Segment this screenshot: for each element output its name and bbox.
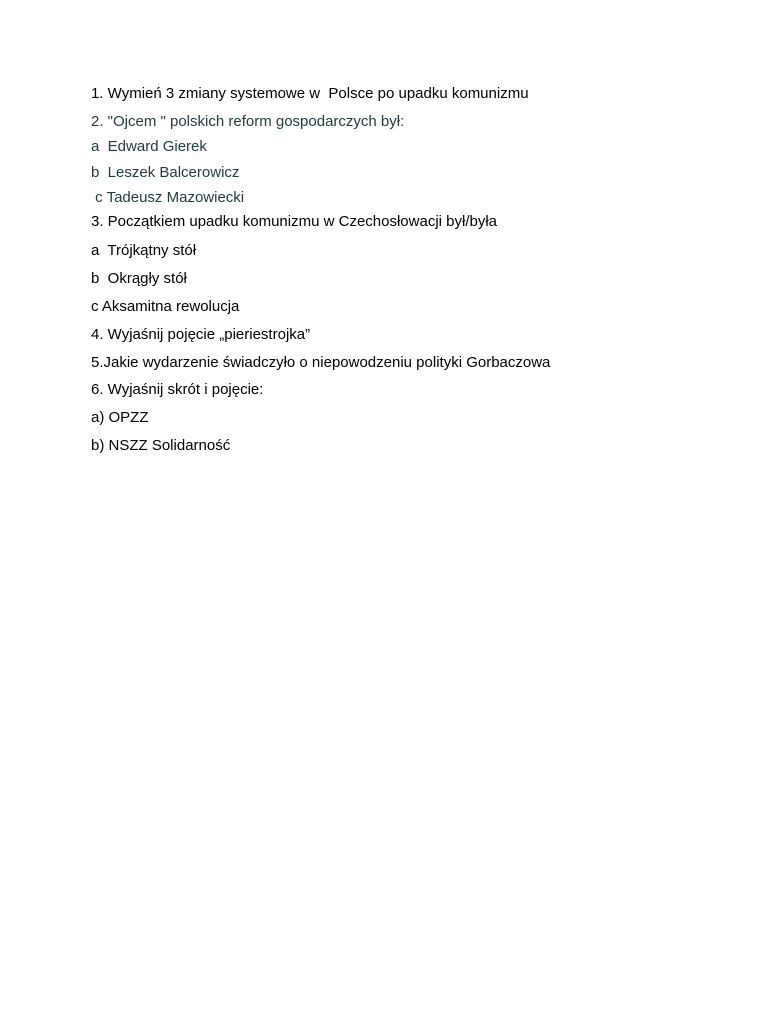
question-3-option-b: b Okrągły stół [91,270,187,287]
question-6-item-a: a) OPZZ [91,409,149,426]
question-5: 5.Jakie wydarzenie świadczyło o niepowodzeniu polityki Gorbaczowa [91,354,551,371]
question-3: 3. Początkiem upadku komunizmu w Czechosłowacji był/była [91,213,498,230]
question-2-option-c: c Tadeusz Mazowiecki [91,189,245,206]
question-6: 6. Wyjaśnij skrót i pojęcie: [91,381,264,398]
question-2-option-b: b Leszek Balcerowicz [91,164,240,181]
question-3-option-c: c Aksamitna rewolucja [91,298,240,315]
question-2-option-a: a Edward Gierek [91,138,207,155]
question-1: 1. Wymień 3 zmiany systemowe w Polsce po upadku komunizmu [91,85,529,102]
question-6-item-b: b) NSZZ Solidarność [91,437,231,454]
question-4: 4. Wyjaśnij pojęcie „pieriestrojka” [91,326,311,343]
question-3-option-a: a Trójkątny stół [91,242,197,259]
question-2: 2. "Ojcem " polskich reform gospodarczych był: [91,113,405,130]
